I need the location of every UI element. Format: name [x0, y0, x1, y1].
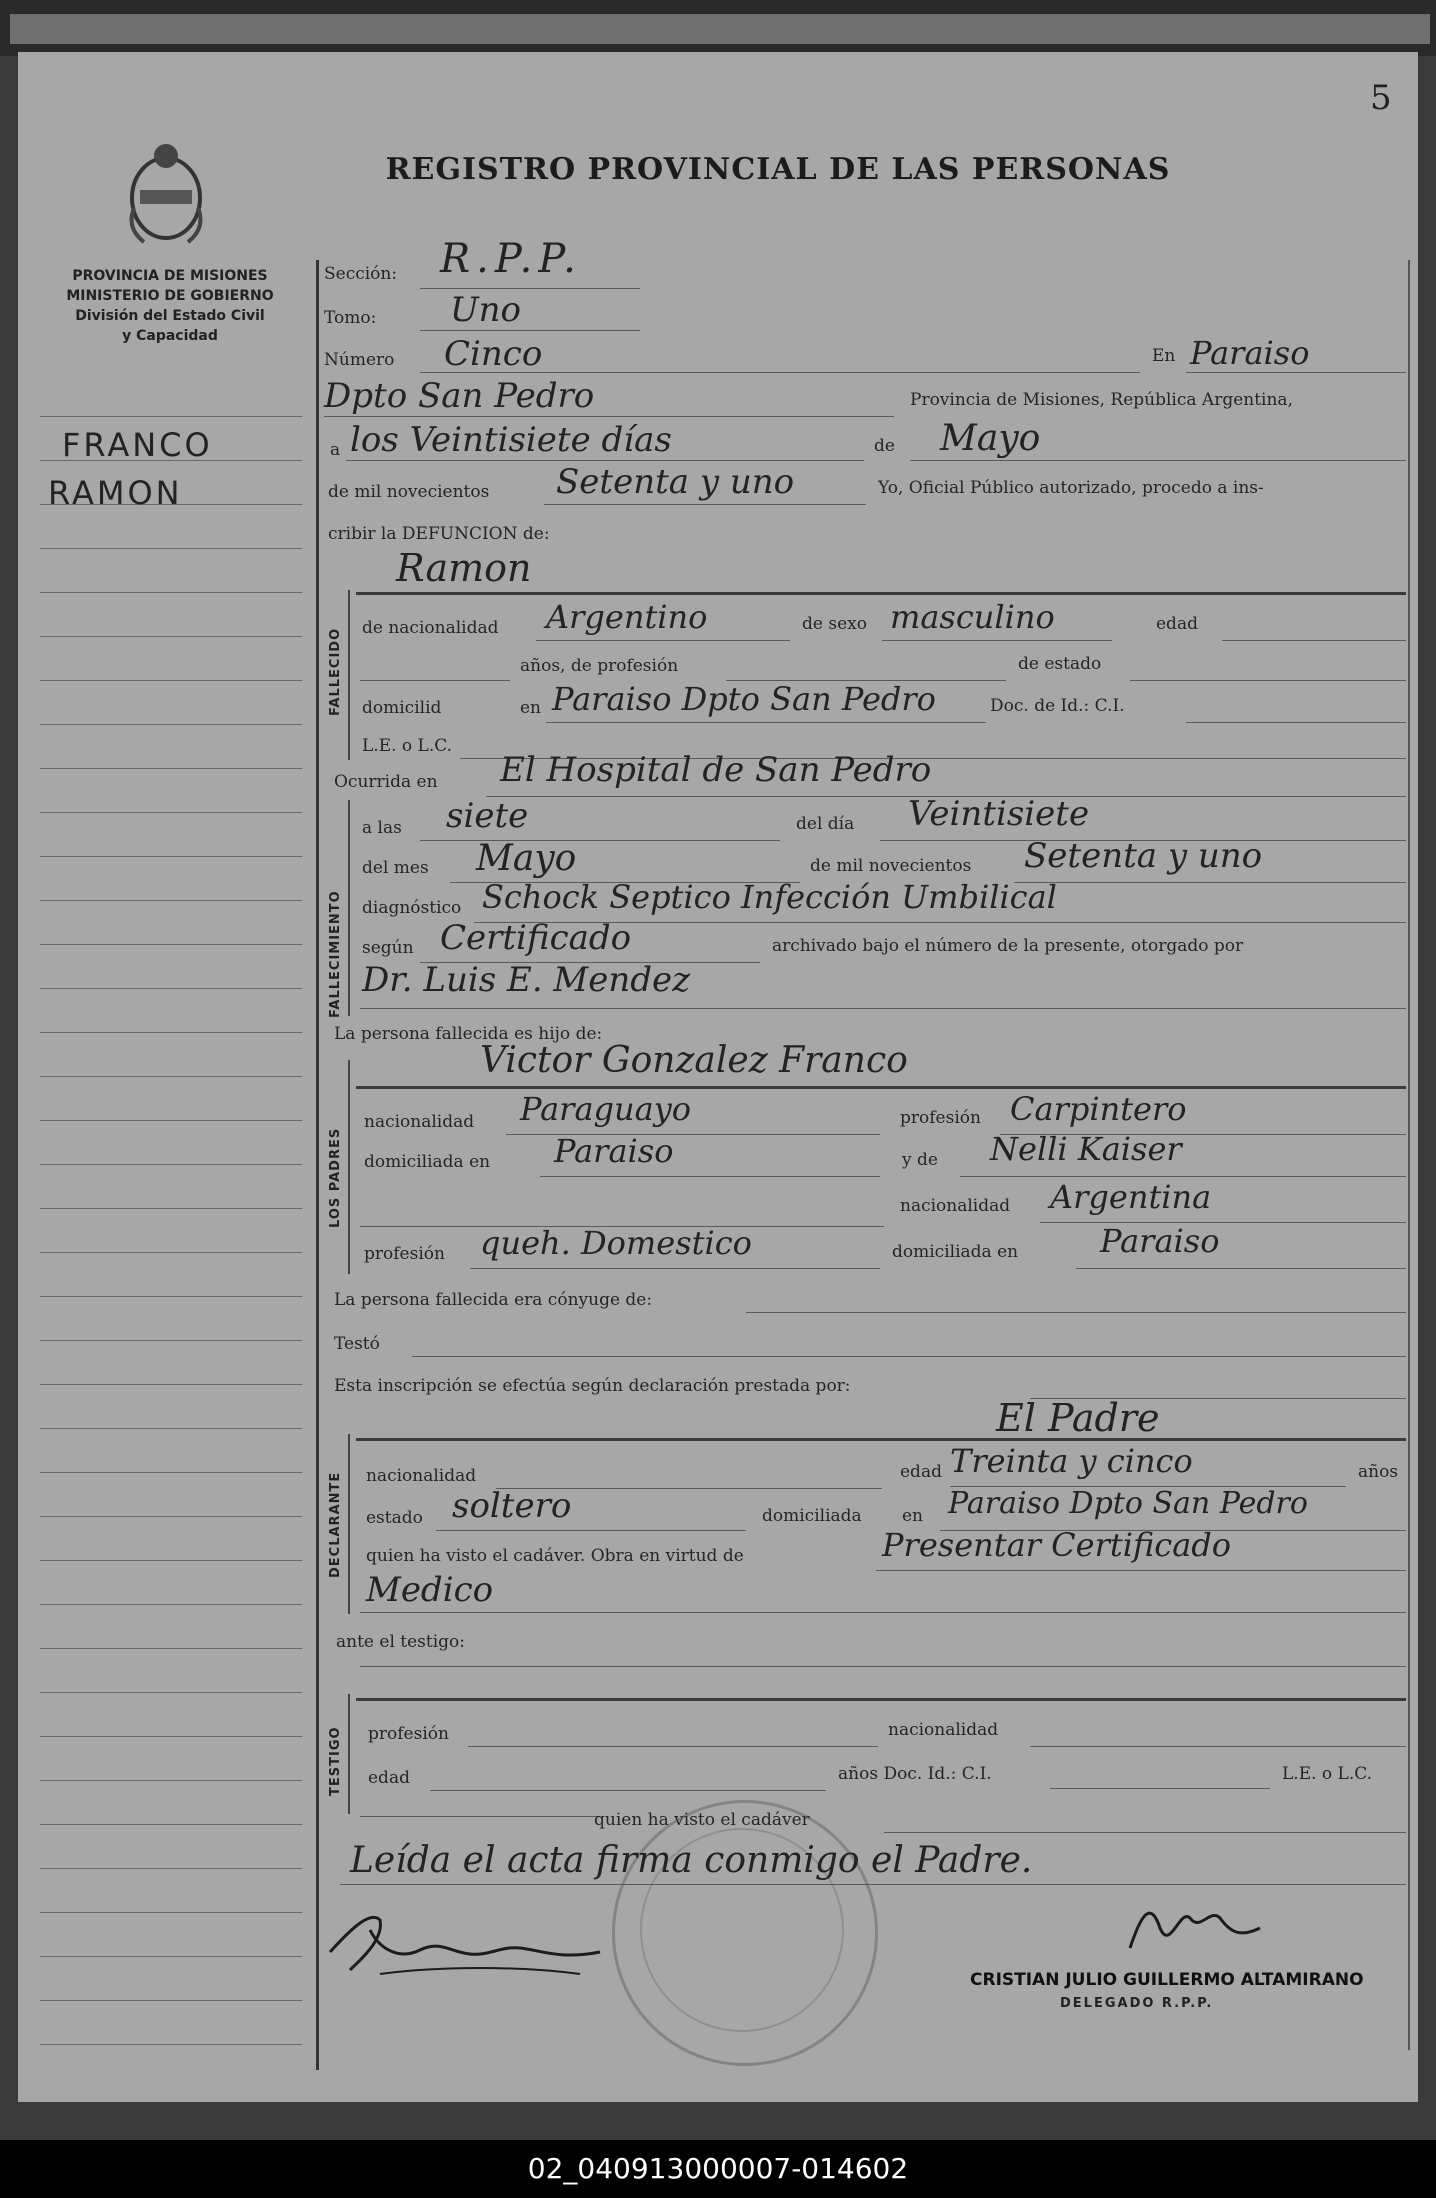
testigo-profesion-label: profesión [368, 1724, 449, 1744]
fallecido-name-line [356, 592, 1406, 595]
margin-ruled-line [40, 724, 302, 725]
padres-bracket [348, 1060, 350, 1274]
declarante-name-line [356, 1438, 1406, 1441]
image-caption: 02_040913000007-014602 [0, 2140, 1436, 2198]
margin-ruled-line [40, 1824, 302, 1825]
fallecido-le-label: L.E. o L.C. [362, 736, 453, 756]
mes-value: Mayo [940, 418, 1041, 459]
padre-profesion-label: profesión [900, 1108, 981, 1128]
margin-ruled-line [40, 1912, 302, 1913]
declarante-virtud-line-2 [360, 1612, 1406, 1613]
diagnostico-label: diagnóstico [362, 898, 462, 918]
official-name: CRISTIAN JULIO GUILLERMO ALTAMIRANO [970, 1970, 1364, 1990]
padre-domicilio-line [540, 1176, 880, 1177]
testigo-nacionalidad-line [1030, 1746, 1406, 1747]
declarant-signature-icon [320, 1890, 620, 1980]
medico-line [360, 1008, 1406, 1009]
dpto-value: Dpto San Pedro [324, 376, 595, 416]
fallecido-doc-label: Doc. de Id.: C.I. [990, 696, 1125, 716]
madre-profesion: queh. Domestico [480, 1224, 752, 1262]
fallecido-sexo-line [882, 640, 1112, 641]
fallecimiento-section-label: FALLECIMIENTO [328, 890, 343, 1018]
declarante-virtud-line [876, 1570, 1406, 1571]
segun-value: Certificado [440, 918, 632, 958]
padre-nacionalidad: Paraguayo [520, 1090, 692, 1128]
right-border [1408, 260, 1410, 2050]
margin-ruled-line [40, 548, 302, 549]
anio-value: Setenta y uno [556, 462, 795, 502]
inscripcion-text: Esta inscripción se efectúa según declaración prestada por: [334, 1376, 851, 1396]
padre-domicilio-label: domiciliada en [364, 1152, 491, 1172]
declarante-en-label: en [902, 1506, 924, 1526]
margin-divider [316, 260, 319, 2070]
fallecimiento-anio-line [1014, 882, 1406, 883]
margin-ruled-line [40, 1384, 302, 1385]
a-las-label: a las [362, 818, 402, 838]
declarante-estado-label: estado [366, 1508, 423, 1528]
padre-nacionalidad-label: nacionalidad [364, 1112, 475, 1132]
document-title: REGISTRO PROVINCIAL DE LAS PERSONAS [385, 152, 1171, 187]
testigo-ante-text: ante el testigo: [336, 1632, 466, 1652]
margin-ruled-line [40, 1560, 302, 1561]
fallecimiento-mes: Mayo [476, 838, 577, 879]
margin-ruled-line [40, 592, 302, 593]
provincia-text: Provincia de Misiones, República Argentina, [910, 390, 1293, 410]
fallecido-nacionalidad: Argentino [546, 598, 708, 636]
fallecido-domicilio-label: domicilid [362, 698, 442, 718]
margin-ruled-line [40, 1604, 302, 1605]
declarante-visto-text: quien ha visto el cadáver. Obra en virtud de [366, 1546, 744, 1566]
medico-value: Dr. Luis E. Mendez [362, 960, 691, 1000]
hora-value: siete [446, 796, 529, 836]
testigo-edad-label: edad [368, 1768, 410, 1788]
anio-line [544, 504, 866, 505]
conyuge-line [746, 1312, 1406, 1313]
margin-ruled-line [40, 1648, 302, 1649]
madre-domicilio: Paraiso [1100, 1222, 1220, 1260]
madre-name: Nelli Kaiser [990, 1130, 1182, 1168]
margin-ruled-line [40, 900, 302, 901]
tomo-line [420, 330, 640, 331]
margin-ruled-line [40, 1208, 302, 1209]
seccion-label: Sección: [324, 264, 398, 284]
mes-line [910, 460, 1406, 461]
numero-value: Cinco [444, 334, 543, 374]
margin-ruled-line [40, 1868, 302, 1869]
hijo-text: La persona fallecida es hijo de: [334, 1024, 603, 1044]
archivado-text: archivado bajo el número de la presente, otorgado por [772, 936, 1244, 956]
ocurrida-value: El Hospital de San Pedro [500, 750, 932, 790]
margin-ruled-line [40, 1296, 302, 1297]
padre-name: Victor Gonzalez Franco [480, 1040, 908, 1081]
hora-line [420, 840, 780, 841]
fallecido-section-label: FALLECIDO [328, 627, 343, 716]
en-label: En [1152, 346, 1176, 366]
fallecido-estado-line [1130, 680, 1406, 681]
page-number: 5 [1370, 78, 1392, 118]
seccion-line [420, 288, 640, 289]
testigo-visto-line-right [884, 1832, 1406, 1833]
declarante-edad: Treinta y cinco [950, 1442, 1193, 1480]
margin-ruled-line [40, 1472, 302, 1473]
fallecido-sexo: masculino [890, 598, 1055, 636]
testigo-edad-line [430, 1790, 826, 1791]
margin-ruled-line [40, 1428, 302, 1429]
declarante-virtud-2: Medico [366, 1570, 494, 1610]
previous-page-edge [10, 14, 1430, 44]
closing-line [340, 1884, 1406, 1885]
inscribir-text: cribir la DEFUNCION de: [328, 524, 550, 544]
margin-ruled-line [40, 768, 302, 769]
tomo-label: Tomo: [324, 308, 377, 328]
fallecido-estado-label: de estado [1018, 654, 1102, 674]
fallecido-doc-line [1186, 722, 1406, 723]
fallecido-edad-line [1222, 640, 1406, 641]
fallecido-anios-line [360, 680, 510, 681]
en-value: Paraiso [1190, 334, 1310, 372]
mes-label: del mes [362, 858, 429, 878]
fallecimiento-anio: Setenta y uno [1024, 836, 1263, 876]
margin-ruled-line [40, 1780, 302, 1781]
padre-name-line [356, 1086, 1406, 1089]
margin-ruled-line [40, 1120, 302, 1121]
margin-ruled-line [40, 1956, 302, 1957]
padre-domicilio: Paraiso [554, 1132, 674, 1170]
declarante-anios-label: años [1358, 1462, 1399, 1482]
yde-label: y de [902, 1150, 938, 1170]
en-line [1186, 372, 1406, 373]
margin-ruled-line [40, 856, 302, 857]
madre-nacionalidad-line [1040, 1222, 1406, 1223]
declarante-estado-line [436, 1530, 746, 1531]
testo-text: Testó [334, 1334, 380, 1354]
declarante-domiciliada-label: domiciliada [762, 1506, 862, 1526]
mil-label: de mil novecientos [328, 482, 490, 502]
declarante-section-label: DECLARANTE [328, 1471, 343, 1578]
margin-ruled-line [40, 944, 302, 945]
conyuge-text: La persona fallecida era cónyuge de: [334, 1290, 653, 1310]
declarante-nacionalidad-label: nacionalidad [366, 1466, 477, 1486]
margin-ruled-line [40, 680, 302, 681]
agency-block [30, 266, 310, 346]
numero-line [420, 372, 1140, 373]
testigo-visto-line-left [360, 1816, 600, 1817]
margin-ruled-line [40, 1736, 302, 1737]
fallecimiento-bracket [348, 800, 350, 1016]
margin-surname: FRANCO [62, 426, 213, 464]
oficial-text: Yo, Oficial Público autorizado, procedo a ins- [878, 478, 1264, 498]
margin-ruled-line [40, 812, 302, 813]
margin-ruled-line [40, 2044, 302, 2045]
margin-ruled-line [40, 1164, 302, 1165]
margin-ruled-line [40, 1076, 302, 1077]
margin-ruled-line [40, 636, 302, 637]
fallecido-edad-label: edad [1156, 614, 1198, 634]
agency-capacity: y Capacidad [122, 328, 218, 344]
agency-province: PROVINCIA DE MISIONES [72, 268, 268, 284]
numero-label: Número [324, 350, 395, 370]
fallecido-domicilio-line [546, 722, 986, 723]
dias-line [346, 460, 864, 461]
testigo-visto-text: quien ha visto el cadáver [594, 1810, 810, 1830]
diagnostico-value: Schock Septico Infección Umbilical [482, 878, 1057, 916]
de-label: de [874, 436, 895, 456]
fallecido-name: Ramon [396, 546, 532, 590]
declarante-estado: soltero [452, 1486, 572, 1526]
official-title: DELEGADO R.P.P. [1060, 1996, 1214, 2011]
dpto-line [324, 416, 894, 417]
testigo-name-line [356, 1698, 1406, 1701]
declarante-bracket [348, 1434, 350, 1614]
testigo-le-label: L.E. o L.C. [1282, 1764, 1373, 1784]
ocurrida-label: Ocurrida en [334, 772, 438, 792]
testigo-anios-doc-label: años Doc. Id.: C.I. [838, 1764, 992, 1784]
seccion-value: R.P.P. [440, 236, 582, 282]
testigo-doc-line [1050, 1788, 1270, 1789]
declarante-name: El Padre [996, 1396, 1160, 1440]
margin-ruled-line [40, 1516, 302, 1517]
margin-ruled-line [40, 1340, 302, 1341]
margin-ruled-line [40, 1252, 302, 1253]
testigo-section-label: TESTIGO [328, 1726, 343, 1796]
agency-division: División del Estado Civil [75, 308, 265, 324]
dia-value: Veintisiete [908, 794, 1090, 834]
closing-text: Leída el acta firma conmigo el Padre. [350, 1840, 1033, 1881]
margin-ruled-line [40, 1692, 302, 1693]
padres-section-label: LOS PADRES [328, 1127, 343, 1228]
fallecido-nacionalidad-line [536, 640, 790, 641]
fallecimiento-anio-label: de mil novecientos [810, 856, 972, 876]
margin-ruled-line [40, 2000, 302, 2001]
fallecido-bracket [348, 590, 350, 760]
dia-label: del día [796, 814, 855, 834]
madre-nacionalidad: Argentina [1050, 1178, 1212, 1216]
madre-nacionalidad-label: nacionalidad [900, 1196, 1011, 1216]
testo-line [412, 1356, 1406, 1357]
testigo-bracket [348, 1694, 350, 1814]
tomo-value: Uno [450, 290, 522, 330]
fallecido-nacionalidad-label: de nacionalidad [362, 618, 499, 638]
testigo-line-1 [360, 1666, 1406, 1667]
official-signature-icon [1110, 1888, 1270, 1968]
madre-name-line [960, 1176, 1406, 1177]
dias-value: los Veintisiete días [350, 420, 672, 460]
testigo-nacionalidad-label: nacionalidad [888, 1720, 999, 1740]
segun-label: según [362, 938, 414, 958]
fallecido-anios-label: años, de profesión [520, 656, 679, 676]
madre-domicilio-line [1076, 1268, 1406, 1269]
margin-ruled-line [40, 1032, 302, 1033]
fallecido-domicilio: Paraiso Dpto San Pedro [552, 680, 936, 718]
declarante-edad-label: edad [900, 1462, 942, 1482]
madre-domicilio-label: domiciliada en [892, 1242, 1019, 1262]
testigo-profesion-line [468, 1746, 878, 1747]
margin-given-name: RAMON [48, 474, 183, 512]
a-label: a [330, 440, 341, 460]
margin-ruled-line [40, 988, 302, 989]
declarante-virtud: Presentar Certificado [882, 1526, 1232, 1564]
agency-ministry: MINISTERIO DE GOBIERNO [66, 288, 274, 304]
fallecido-sexo-label: de sexo [802, 614, 867, 634]
margin-ruled-line [40, 416, 302, 417]
madre-profesion-line [470, 1268, 880, 1269]
padre-profesion: Carpintero [1010, 1090, 1187, 1128]
fallecido-en-label: en [520, 698, 542, 718]
declarante-domicilio: Paraiso Dpto San Pedro [948, 1486, 1308, 1521]
madre-profesion-label: profesión [364, 1244, 445, 1264]
